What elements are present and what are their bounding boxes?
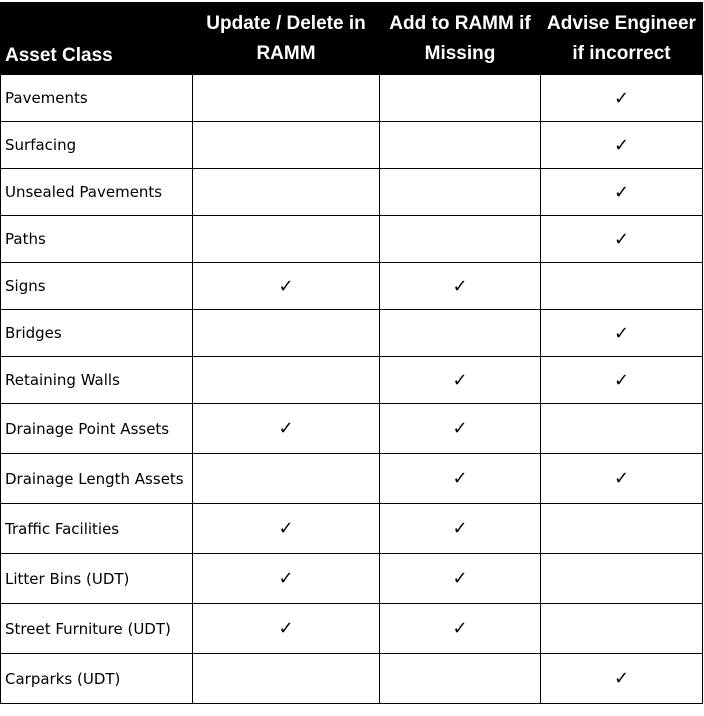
advise-engineer-cell: [541, 454, 703, 504]
table-row: [1, 454, 703, 504]
asset-class-table: [0, 2, 703, 704]
add-if-missing-cell: [380, 75, 541, 122]
table-row: [1, 263, 703, 310]
update-delete-cell: [193, 263, 380, 310]
add-if-missing-cell: [380, 310, 541, 357]
asset-class-cell: Litter Bins (UDT): [1, 554, 193, 604]
add-if-missing-cell: [380, 169, 541, 216]
table-row: [1, 654, 703, 704]
advise-engineer-cell: [541, 75, 703, 122]
add-if-missing-cell: [380, 604, 541, 654]
asset-class-cell: Drainage Point Assets: [1, 404, 193, 454]
update-delete-cell: [193, 310, 380, 357]
update-delete-cell: [193, 454, 380, 504]
asset-class-cell: Carparks (UDT): [1, 654, 193, 704]
checkmark-icon: ✓: [613, 134, 630, 156]
update-delete-cell: [193, 504, 380, 554]
checkmark-icon: ✓: [452, 568, 468, 589]
table-header: [1, 3, 703, 75]
asset-class-cell: Traffic Facilities: [1, 504, 193, 554]
update-delete-cell: [193, 75, 380, 122]
checkmark-icon: ✓: [452, 468, 468, 489]
add-if-missing-cell: [380, 404, 541, 454]
table-row: [1, 604, 703, 654]
checkmark-icon: ✓: [613, 322, 630, 344]
table-row: [1, 357, 703, 404]
checkmark-icon: ✓: [613, 369, 630, 391]
advise-engineer-cell: [541, 122, 703, 169]
checkmark-icon: ✓: [278, 568, 294, 589]
checkmark-icon: ✓: [452, 369, 468, 391]
asset-class-cell: Drainage Length Assets: [1, 454, 193, 504]
add-if-missing-cell: [380, 654, 541, 704]
asset-class-cell: Signs: [1, 263, 193, 310]
advise-engineer-cell: [541, 263, 703, 310]
table-row: [1, 216, 703, 263]
asset-class-cell: Surfacing: [1, 122, 193, 169]
header-row: [1, 3, 703, 75]
checkmark-icon: ✓: [452, 418, 468, 439]
checkmark-icon: ✓: [452, 275, 468, 297]
advise-engineer-cell: [541, 654, 703, 704]
add-if-missing-cell: [380, 454, 541, 504]
add-if-missing-cell: [380, 504, 541, 554]
table-row: [1, 554, 703, 604]
add-if-missing-cell: [380, 357, 541, 404]
update-delete-cell: [193, 554, 380, 604]
add-if-missing-cell: [380, 263, 541, 310]
header-asset-class: Asset Class: [1, 3, 193, 75]
table-row: [1, 75, 703, 122]
header-update-delete: Update / Delete in RAMM: [193, 3, 380, 75]
asset-class-cell: Paths: [1, 216, 193, 263]
header-advise-engineer: Advise Engineer if incorrect: [541, 3, 703, 75]
asset-class-cell: Bridges: [1, 310, 193, 357]
checkmark-icon: ✓: [613, 228, 630, 250]
table-row: [1, 169, 703, 216]
update-delete-cell: [193, 404, 380, 454]
checkmark-icon: ✓: [278, 275, 294, 297]
checkmark-icon: ✓: [278, 518, 294, 539]
asset-class-cell: Pavements: [1, 75, 193, 122]
table-body: [1, 75, 703, 704]
asset-class-cell: Unsealed Pavements: [1, 169, 193, 216]
asset-class-cell: Street Furniture (UDT): [1, 604, 193, 654]
advise-engineer-cell: [541, 357, 703, 404]
table-row: [1, 504, 703, 554]
add-if-missing-cell: [380, 216, 541, 263]
checkmark-icon: ✓: [613, 468, 630, 489]
advise-engineer-cell: [541, 504, 703, 554]
update-delete-cell: [193, 357, 380, 404]
checkmark-icon: ✓: [452, 518, 468, 539]
add-if-missing-cell: [380, 122, 541, 169]
update-delete-cell: [193, 122, 380, 169]
checkmark-icon: ✓: [278, 418, 294, 439]
update-delete-cell: [193, 216, 380, 263]
update-delete-cell: [193, 604, 380, 654]
advise-engineer-cell: [541, 604, 703, 654]
update-delete-cell: [193, 654, 380, 704]
table-row: [1, 122, 703, 169]
checkmark-icon: ✓: [278, 618, 294, 639]
advise-engineer-cell: [541, 169, 703, 216]
asset-class-cell: Retaining Walls: [1, 357, 193, 404]
table-row: [1, 310, 703, 357]
advise-engineer-cell: [541, 216, 703, 263]
advise-engineer-cell: [541, 554, 703, 604]
checkmark-icon: ✓: [452, 618, 468, 639]
advise-engineer-cell: [541, 404, 703, 454]
checkmark-icon: ✓: [613, 181, 630, 203]
advise-engineer-cell: [541, 310, 703, 357]
checkmark-icon: ✓: [613, 87, 630, 109]
table-row: [1, 404, 703, 454]
checkmark-icon: ✓: [613, 668, 630, 689]
add-if-missing-cell: [380, 554, 541, 604]
update-delete-cell: [193, 169, 380, 216]
header-add-if-missing: Add to RAMM if Missing: [380, 3, 541, 75]
